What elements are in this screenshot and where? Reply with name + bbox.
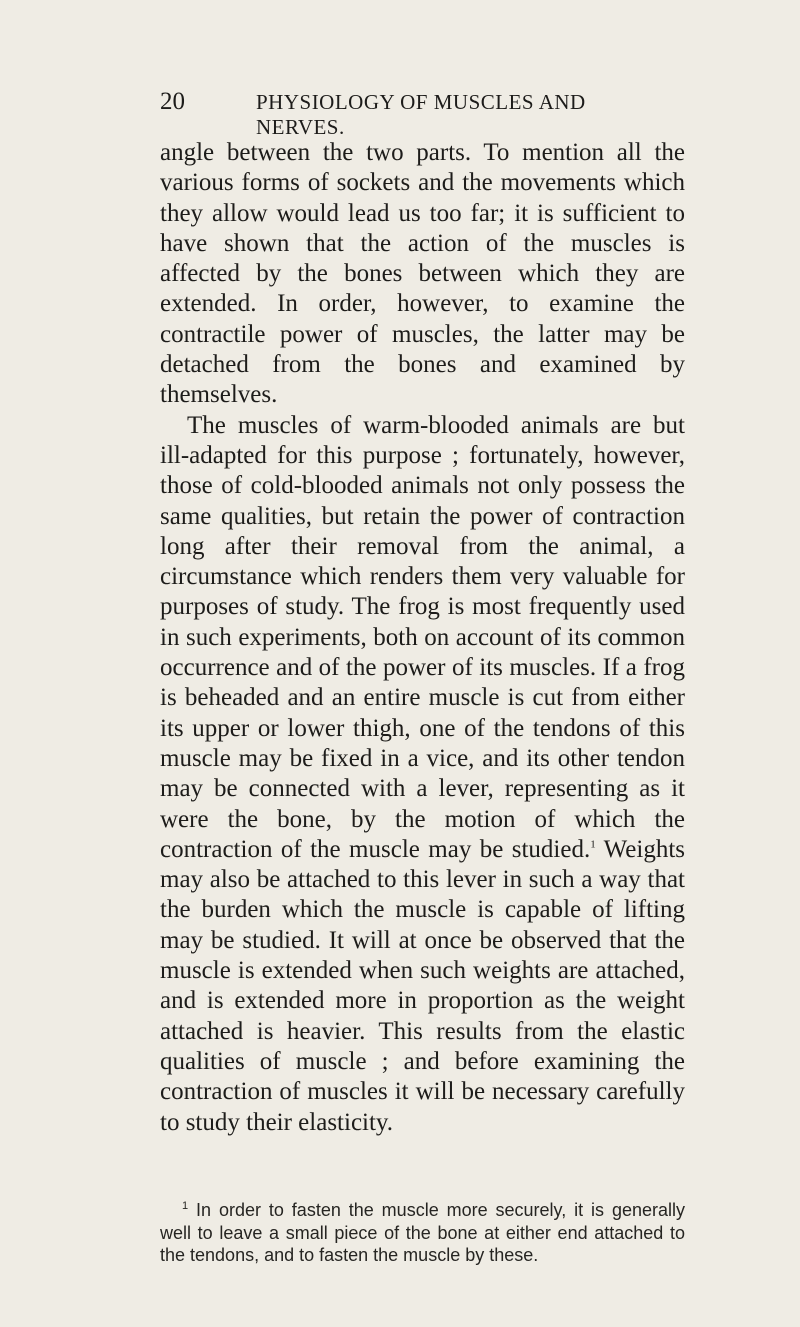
footnote-text: In order to fasten the muscle more securely, it is generally well to leave a small piece of the bone at either end attached to the tendons, and to fasten the muscle by these.	[160, 1200, 685, 1265]
footnote-reference: 1	[590, 838, 596, 851]
footnote	[160, 1199, 685, 1267]
body-text	[160, 138, 685, 1138]
footnote-marker: 1	[182, 1200, 189, 1212]
paragraph-2-text-b: Weights may also be attached to this lever in such a way that the burden which the muscle is capable of lifting may be studied. It will at once be observed that the muscle is extended when such weights are attached, and is extended more in proportion as the weight attached is heavier. This results from the elastic qualities of muscle ; and before examining the contraction of muscles it will be necessary carefully to study their elasticity.	[160, 835, 685, 1136]
paragraph-2-text-a: The muscles of warm-blooded animals are but ill-adapted for this purpose ; fortunately, however, those of cold-blooded animals not only possess the same qualities, but retain the power of contraction long after their removal from the animal, a circumstance which renders them very valuable for purposes of study. The frog is most frequently used in such experiments, both on account of its common occurrence and of the power of its muscles. If a frog is beheaded and an entire muscle is cut from either its upper or lower thigh, one of the tendons of this muscle may be fixed in a vice, and its other tendon may be connected with a lever, representing as it were the bone, by the motion of which the contraction of the muscle may be studied.	[160, 411, 685, 863]
page-header	[160, 88, 680, 139]
running-head: PHYSIOLOGY OF MUSCLES AND NERVES.	[256, 90, 586, 139]
paragraph-1: angle between the two parts. To mention all the various forms of sockets and the movements which they allow would lead us too far; it is sufficient to have shown that the action of the muscles is affected by the bones between which they are extended. In order, however, to examine the contractile power of muscles, the latter may be detached from the bones and examined by themselves.	[160, 139, 685, 409]
paragraph-2	[160, 411, 685, 1138]
page-number: 20	[160, 88, 185, 115]
